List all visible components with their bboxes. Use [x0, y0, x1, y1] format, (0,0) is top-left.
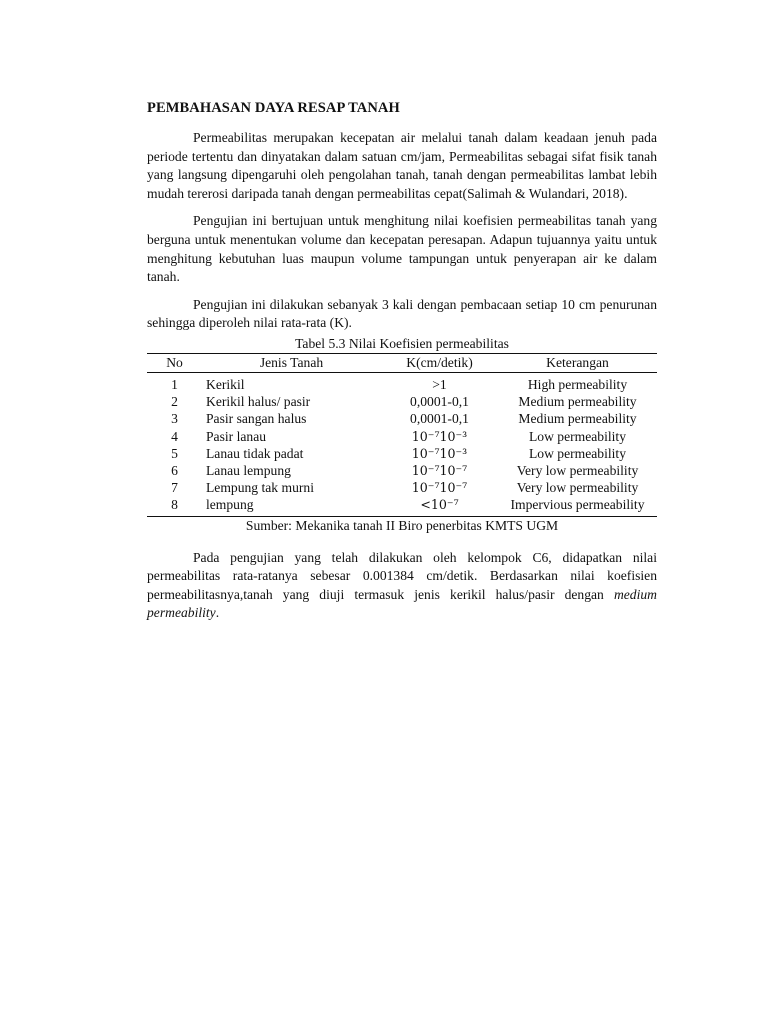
- row-jenis: Lempung tak murni: [206, 480, 314, 496]
- permeability-table: [147, 353, 657, 517]
- row-k: 10⁻⁷10⁻⁷: [411, 462, 468, 478]
- row-jenis: Pasir sangan halus: [206, 411, 307, 427]
- section-heading: PEMBAHASAN DAYA RESAP TANAH: [147, 100, 400, 116]
- table-header-row: [147, 353, 657, 372]
- row-jenis: Lanau tidak padat: [206, 445, 304, 461]
- table-row: [147, 445, 657, 462]
- table-caption: Tabel 5.3 Nilai Koefisien permeabilitas: [295, 335, 509, 351]
- row-k: 10⁻⁷10⁻³: [411, 445, 468, 461]
- row-no: 3: [171, 411, 178, 427]
- row-no: 5: [171, 445, 178, 461]
- conclusion-text: Pada pengujian yang telah dilakukan oleh kelompok C6, didapatkan nilai permeabilitas rata-ratanya sebesar 0.001384 cm/detik. Berdasarkan nilai koefisien permeabilitasnya,tanah yang diuji termasuk jenis kerikil halus/pasir dengan: [147, 549, 657, 602]
- table-row: [147, 372, 657, 393]
- table-row: [147, 462, 657, 479]
- conclusion-end: .: [215, 605, 220, 621]
- header-k: K(cm/detik): [381, 353, 498, 372]
- row-no: 7: [171, 480, 178, 496]
- paragraph-test-purpose: Pengujian ini bertujuan untuk menghitung nilai koefisien permeabilitas tanah yang berguna untuk menentukan volume dan kecepatan peresapan. Adapun tujuannya yaitu untuk menghitung kebutuhan luas maupun volume tampungan untuk penyerapan air ke dalam tanah.: [147, 213, 657, 285]
- paragraph-conclusion: [147, 549, 657, 623]
- header-keterangan: Keterangan: [498, 353, 657, 372]
- row-no: 2: [171, 394, 178, 410]
- row-k: >1: [432, 376, 447, 392]
- row-k: 10⁻⁷10⁻³: [411, 428, 468, 444]
- header-no: No: [147, 353, 202, 372]
- row-no: 4: [171, 428, 178, 444]
- table-row: [147, 496, 657, 516]
- row-no: 8: [147, 496, 202, 516]
- table-source: Sumber: Mekanika tanah II Biro penerbitas KMTS UGM: [245, 517, 559, 533]
- row-keterangan: High permeability: [527, 376, 628, 392]
- row-no: 1: [171, 376, 178, 392]
- row-jenis: Kerikil halus/ pasir: [206, 394, 311, 410]
- table-row: [147, 479, 657, 496]
- row-keterangan: Medium permeability: [518, 411, 637, 427]
- table-row: [147, 410, 657, 427]
- row-keterangan: Low permeability: [528, 445, 626, 461]
- row-no: 6: [171, 462, 178, 478]
- row-keterangan: Impervious permeability: [498, 496, 657, 516]
- row-k: 0,0001-0,1: [410, 394, 469, 410]
- row-k: <10⁻⁷: [381, 496, 498, 516]
- header-jenis-tanah: Jenis Tanah: [202, 353, 381, 372]
- row-keterangan: Medium permeability: [518, 394, 637, 410]
- conclusion-emphasis: medium permeability: [147, 586, 657, 621]
- row-k: 10⁻⁷10⁻⁷: [411, 480, 468, 496]
- document-page: [147, 100, 657, 632]
- table-row: [147, 393, 657, 410]
- row-keterangan: Low permeability: [528, 428, 626, 444]
- row-keterangan: Very low permeability: [516, 480, 639, 496]
- row-jenis: Kerikil: [206, 376, 245, 392]
- row-keterangan: Very low permeability: [516, 462, 639, 478]
- row-jenis: Pasir lanau: [206, 428, 267, 444]
- row-k: 0,0001-0,1: [410, 411, 469, 427]
- row-jenis: lempung: [202, 496, 381, 516]
- table-row: [147, 428, 657, 445]
- paragraph-permeabilitas-definition: Permeabilitas merupakan kecepatan air melalui tanah dalam keadaan jenuh pada periode tertentu dan dinyatakan dalam satuan cm/jam, Permeabilitas sebagai sifat fisik tanah yang langsung dipengaruhi oleh pengolahan tanah, tanah dengan permeabilitas lambat lebih mudah tererosi daripada tanah dengan permeabilitas cepat(Salimah & Wulandari, 2018).: [147, 130, 657, 201]
- paragraph-test-procedure: Pengujian ini dilakukan sebanyak 3 kali dengan pembacaan setiap 10 cm penurunan sehingga diperoleh nilai rata-rata (K).: [147, 296, 657, 331]
- row-jenis: Lanau lempung: [206, 462, 291, 478]
